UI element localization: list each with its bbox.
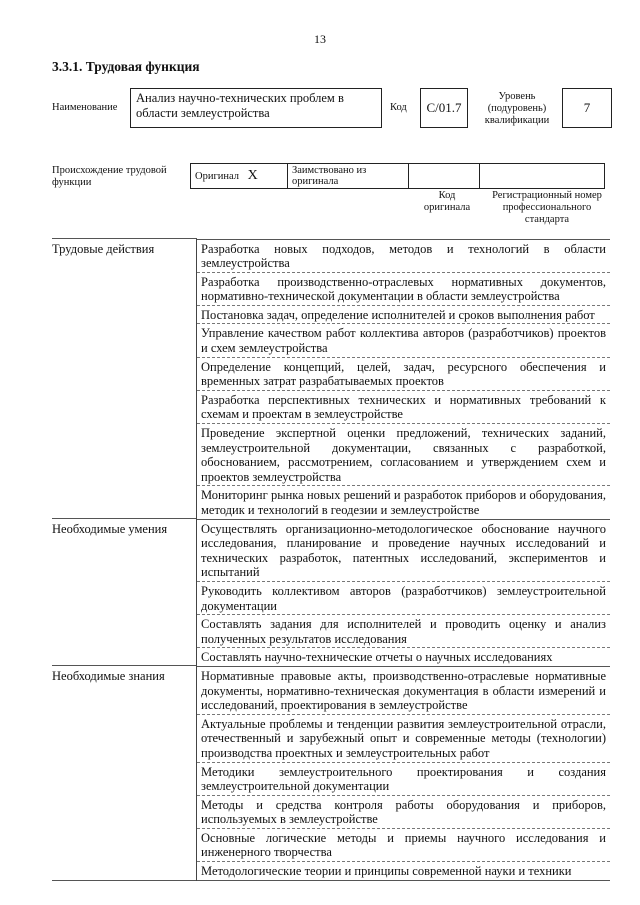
section-label: Трудовые действия [52,239,197,519]
function-name-value: Анализ научно-технических проблем в области землеустройства [130,88,382,128]
section-label: Необходимые умения [52,519,197,666]
list-item: Нормативные правовые акты, производственно-отраслевые нормативные документы, нормативно-техническая документация в области измерений и исследований, проектирования в землеустройстве [197,666,610,714]
reg-number-caption: Регистрационный номер профессионального стандарта [492,190,602,225]
section-row-labor-actions [52,239,610,519]
page-number: 13 [314,32,326,46]
code-original-cell [409,164,480,189]
borrowed-label: Заимствовано из оригинала [288,164,409,189]
list-item: Осуществлять организационно-методологическое обоснование научного исследования, планирование и проведение научных исследований и технических разработок, патентных исследований, экспериментов и испытаний [197,519,610,581]
original-label: Оригинал [195,171,239,182]
list-item: Методы и средства контроля работы оборудования и приборов, используемых в землеустройстве [197,795,610,828]
list-item: Мониторинг рынка новых решений и разработок приборов и оборудования, методик и технологий в геодезии и землеустройстве [197,485,610,518]
origin-original-cell [191,164,288,189]
list-item: Методологические теории и принципы современной науки и техники [197,861,610,880]
list-item: Управление качеством работ коллектива авторов (разработчиков) проектов и схем землеустройства [197,323,610,356]
reg-number-cell [480,164,605,189]
section-row-skills [52,519,610,666]
list-item: Разработка новых подходов, методов и технологий в области землеустройства [197,239,610,272]
list-item: Разработка перспективных технических и нормативных требований к схемам и проектам в землеустройстве [197,390,610,423]
section-row-knowledge [52,666,610,880]
code-original-caption: Код оригинала [423,190,471,213]
list-item: Руководить коллективом авторов (разработчиков) землеустроительной документации [197,581,610,614]
list-item: Актуальные проблемы и тенденции развития землеустроительной отрасли, отечественный и зарубежный опыт и современные методы (технологии) производства проектных и землеустроительных работ [197,714,610,762]
list-item: Составлять научно-технические отчеты о научных исследованиях [197,647,610,666]
function-code-value: C/01.7 [420,88,468,128]
list-item: Составлять задания для исполнителей и проводить оценку и анализ полученных результатов исследования [197,614,610,647]
original-mark: X [247,168,258,183]
list-item: Разработка производственно-отраслевых нормативных документов, нормативно-технической документации в области землеустройства [197,272,610,305]
section-items [197,519,611,666]
list-item: Методики землеустроительного проектирования и создания землеустроительной документации [197,762,610,795]
section-label: Необходимые знания [52,666,197,880]
list-item: Основные логические методы и приемы научного исследования и инженерного творчества [197,828,610,861]
qualification-level-value: 7 [562,88,612,128]
list-item: Проведение экспертной оценки предложений, технических заданий, землеустроительной документации, связанных с разработкой, обоснованием, рассмотрением, согласованием и утверждением схем и проектов землеустройства [197,423,610,485]
section-items [197,666,611,880]
level-label: Уровень (подуровень) квалификации [484,91,550,126]
section-title: 3.3.1. Трудовая функция [52,59,200,74]
list-item: Постановка задач, определение исполнителей и сроков выполнения работ [197,305,610,324]
origin-label: Происхождение трудовой функции [52,165,167,188]
function-details-table [52,238,610,881]
code-label: Код [390,102,407,113]
list-item: Определение концепций, целей, задач, ресурсного обеспечения и временных затрат разрабатываемых проектов [197,357,610,390]
name-label: Наименование [52,102,118,113]
section-items [197,239,611,519]
origin-table [190,163,605,189]
